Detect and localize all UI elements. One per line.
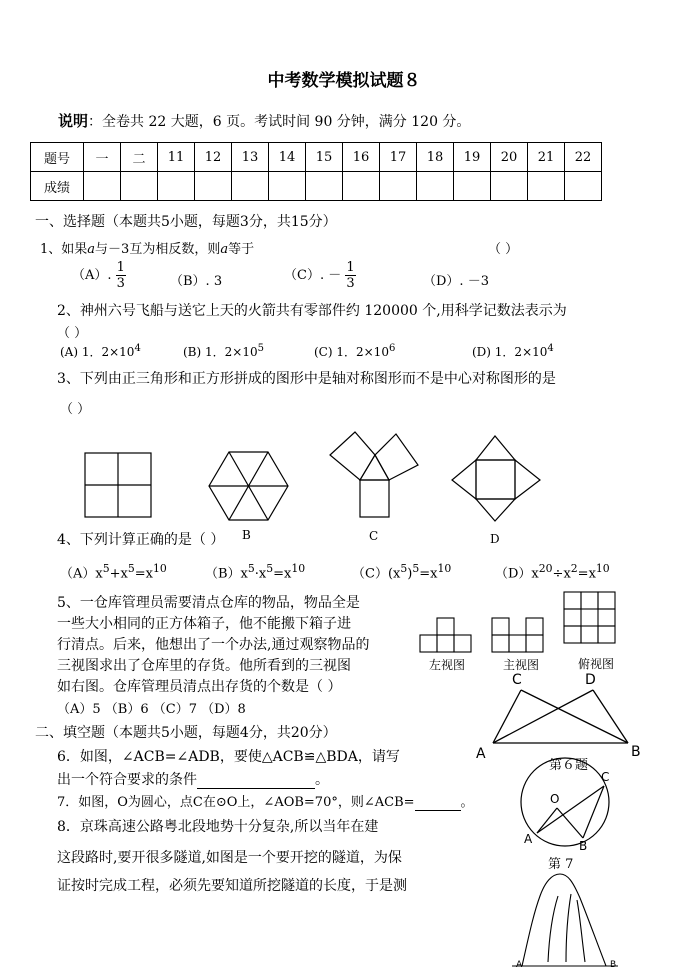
exponent: 6 bbox=[388, 343, 396, 354]
q6-label-d: D bbox=[585, 672, 596, 688]
score-cell: 22 bbox=[565, 143, 602, 172]
q7-label-c: C bbox=[601, 770, 610, 784]
fraction-numerator: 1 bbox=[346, 260, 355, 275]
q4-a-op: +x bbox=[109, 566, 128, 582]
q3-answer-paren[interactable]: （ ） bbox=[60, 402, 91, 417]
q4-d-op: ÷x bbox=[552, 566, 571, 582]
figure-b-label: B bbox=[242, 528, 251, 542]
q1-option-c-label: （C）. － bbox=[284, 268, 342, 283]
score-row-label: 成绩 bbox=[31, 172, 84, 201]
q1-variable: a bbox=[87, 242, 96, 257]
page-title: 中考数学模拟试题８ bbox=[267, 71, 421, 91]
q2-answer-paren[interactable]: （ ） bbox=[57, 326, 88, 341]
q8-label-b: B bbox=[610, 960, 617, 970]
exponent: 10 bbox=[595, 562, 610, 575]
q1-option-a-label: （A）. bbox=[72, 268, 112, 283]
q7-text: 7．如图，O为圆心，点C在⊙O上，∠AOB=70°，则∠ACB= bbox=[57, 795, 415, 810]
q1-option-d: （D）. －3 bbox=[423, 274, 489, 289]
q2-option-a-text: (A) 1．2×10 bbox=[60, 345, 135, 359]
q7-label-a: A bbox=[524, 832, 533, 846]
q4-a-result: =x bbox=[134, 566, 153, 582]
q5-line: 如右图。仓库管理员清点出存货的个数是（ ） bbox=[57, 679, 342, 695]
question-8-line-2: 这段路时,要开很多隧道,如图是一个要开挖的隧道，为保 bbox=[57, 850, 402, 866]
score-cell: 15 bbox=[306, 143, 343, 172]
exponent: 4 bbox=[134, 343, 141, 354]
q7-end: 。 bbox=[460, 795, 474, 810]
q5-line: 一些大小相同的正方体箱子，他不能搬下箱子进 bbox=[57, 616, 351, 632]
q7-caption: 第 7 bbox=[548, 857, 574, 872]
exponent: 5 bbox=[266, 562, 274, 575]
fraction-numerator: 1 bbox=[116, 260, 125, 275]
question-4-stem: 4、下列计算正确的是（ ） bbox=[57, 532, 225, 548]
q2-option-b-text: (B) 1．2×10 bbox=[183, 345, 258, 359]
q1-text-mid: 与－3互为相反数，则 bbox=[95, 242, 221, 257]
score-cell: 18 bbox=[417, 143, 454, 172]
exponent: 5 bbox=[412, 562, 420, 575]
question-6-line-1: 6．如图，∠ACB=∠ADB，要使△ACB≌△BDA，请写 bbox=[57, 749, 400, 765]
q5-line: 三视图求出了仓库里的存货。他所看到的三视图 bbox=[57, 658, 351, 674]
q7-label-o: O bbox=[550, 792, 560, 806]
score-cell: 14 bbox=[269, 143, 306, 172]
question-3-stem: 3、下列由正三角形和正方形拼成的图形中是轴对称图形而不是中心对称图形的是 bbox=[57, 371, 556, 387]
score-cell: 20 bbox=[491, 143, 528, 172]
q6-label-c: C bbox=[512, 672, 522, 688]
score-cell: 题号 bbox=[31, 143, 84, 172]
q4-b-result: =x bbox=[273, 566, 292, 582]
q2-option-d-text: (D) 1．2×10 bbox=[472, 345, 548, 359]
exponent: 20 bbox=[538, 562, 553, 575]
front-view-label: 主视图 bbox=[503, 658, 540, 672]
question-8-line-3: 证按时完成工程，必须先要知道所挖隧道的长度，于是测 bbox=[57, 878, 407, 894]
exponent: 10 bbox=[152, 562, 167, 575]
q4-a-text: （A）x bbox=[60, 566, 103, 582]
score-cell: 一 bbox=[84, 143, 121, 172]
q6-line-2-text: 出一个符合要求的条件 bbox=[57, 772, 197, 788]
q5-line: 5、一仓库管理员需要清点仓库的物品，物品全是 bbox=[57, 595, 360, 611]
section-2-heading: 二、填空题（本题共5小题，每题4分，共20分） bbox=[35, 725, 337, 741]
q7-label-b: B bbox=[579, 839, 588, 853]
q1-option-b: （B）. 3 bbox=[170, 274, 223, 289]
q8-label-a: A bbox=[516, 960, 523, 970]
exponent: 5 bbox=[400, 562, 408, 575]
mountain-ridge-line bbox=[548, 896, 558, 962]
q6-line-2-end: 。 bbox=[315, 772, 329, 788]
exponent: 5 bbox=[102, 562, 110, 575]
section-1-heading: 一、选择题（本题共5小题，每题3分，共15分） bbox=[35, 214, 337, 230]
figure-d-label: D bbox=[490, 532, 500, 546]
q4-b-op: ·x bbox=[254, 566, 267, 582]
q1-variable-2: a bbox=[220, 242, 229, 257]
q1-text: 1、如果 bbox=[40, 242, 88, 257]
mountain-ridge-line bbox=[577, 900, 585, 962]
fraction-denominator: 3 bbox=[116, 276, 125, 291]
q6-caption: 第６题 bbox=[549, 758, 589, 773]
fraction-denominator: 3 bbox=[346, 276, 355, 291]
mountain-ridge-line bbox=[566, 894, 571, 962]
left-view-label: 左视图 bbox=[429, 658, 466, 672]
score-cell: 二 bbox=[121, 143, 158, 172]
instructions-label: 说明 bbox=[58, 112, 89, 130]
score-cell: 17 bbox=[380, 143, 417, 172]
q4-c-result: =x bbox=[419, 566, 438, 582]
q4-c-text: （C）(x bbox=[352, 566, 401, 582]
score-cell: 16 bbox=[343, 143, 380, 172]
figure-c-label: C bbox=[369, 529, 379, 543]
q4-d-result: =x bbox=[577, 566, 596, 582]
score-cell: 21 bbox=[528, 143, 565, 172]
top-view-label: 俯视图 bbox=[578, 657, 615, 671]
q6-label-a: A bbox=[476, 746, 486, 762]
q5-options: （A）5 （B）6 （C）7 （D）8 bbox=[57, 702, 246, 717]
score-cell: 12 bbox=[195, 143, 232, 172]
exponent: 10 bbox=[291, 562, 306, 575]
q4-c-op: ) bbox=[407, 566, 413, 582]
score-cell: 13 bbox=[232, 143, 269, 172]
q2-option-c-text: (C) 1．2×10 bbox=[314, 345, 389, 359]
instructions-text: ：全卷共 22 大题，6 页。考试时间 90 分钟，满分 120 分。 bbox=[88, 114, 471, 130]
q5-line: 行清点。后来，他想出了一个办法,通过观察物品的 bbox=[57, 637, 370, 653]
mountain-outline bbox=[522, 874, 606, 966]
exponent: 4 bbox=[547, 343, 554, 354]
q4-b-text: （B）x bbox=[205, 566, 248, 582]
score-cell: 19 bbox=[454, 143, 491, 172]
question-8-line-1: 8．京珠高速公路粤北段地势十分复杂,所以当年在建 bbox=[57, 819, 379, 835]
q6-label-b: B bbox=[631, 744, 641, 760]
q1-answer-paren[interactable]: （ ） bbox=[488, 242, 519, 257]
exponent: 5 bbox=[257, 343, 264, 354]
q1-text-end: 等于 bbox=[228, 242, 255, 257]
q4-d-text: （D）x bbox=[495, 566, 539, 582]
question-2-stem: 2、神州六号飞船与送它上天的火箭共有零部件约 120000 个,用科学记数法表示为 bbox=[57, 303, 567, 319]
exponent: 2 bbox=[570, 562, 578, 575]
exponent: 5 bbox=[127, 562, 135, 575]
exponent: 10 bbox=[437, 562, 452, 575]
exponent: 5 bbox=[247, 562, 255, 575]
score-cell: 11 bbox=[158, 143, 195, 172]
